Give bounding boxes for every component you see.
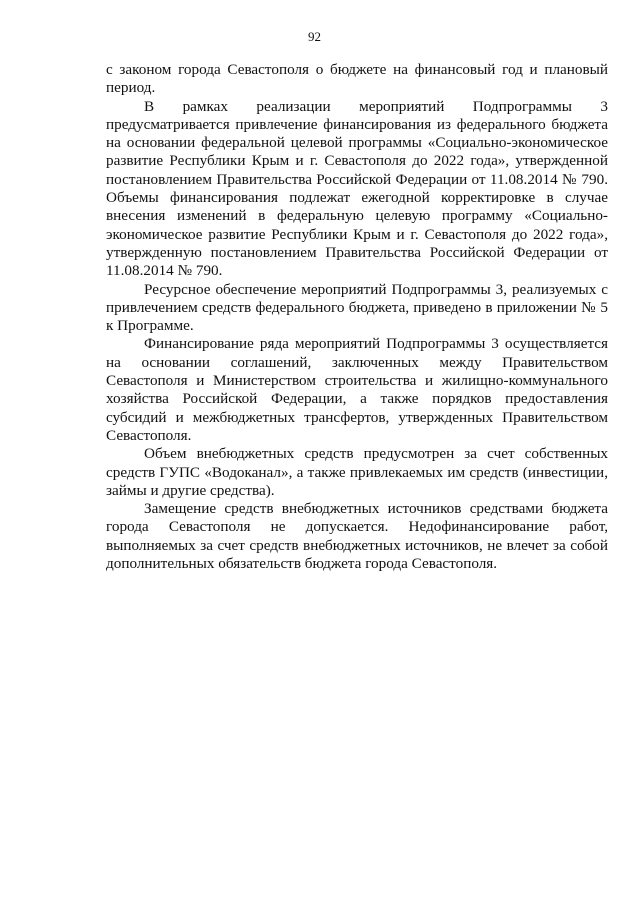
paragraph-continuation: с законом города Севастополя о бюджете на финансовый год и плановый период. — [106, 61, 608, 97]
paragraph-resource-support: Ресурсное обеспечение мероприятий Подпрограммы 3, реализуемых с привлечением средств федерального бюджета, приведено в приложении № 5 к Программе. — [106, 280, 608, 335]
paragraph-agreements: Финансирование ряда мероприятий Подпрограммы 3 осуществляется на основании соглашений, заключенных между Правительством Севастополя и Министерством строительства и жилищно-коммунального хозяйства Российской Федерации, а также порядков предоставления субсидий и межбюджетных трансфертов, утвержденных Правительством Севастополя. — [106, 335, 608, 444]
document-body — [106, 61, 608, 573]
paragraph-substitution: Замещение средств внебюджетных источников средствами бюджета города Севастополя не допускается. Недофинансирование работ, выполняемых за счет средств внебюджетных источников, не влечет за собой дополнительных обязательств бюджета города Севастополя. — [106, 500, 608, 573]
page-number: 92 — [308, 29, 321, 44]
paragraph-extrabudgetary: Объем внебюджетных средств предусмотрен за счет собственных средств ГУПС «Водоканал», а также привлекаемых им средств (инвестиции, займы и другие средства). — [106, 445, 608, 499]
paragraph-federal-funding: В рамках реализации мероприятий Подпрограммы 3 предусматривается привлечение финансирования из федерального бюджета на основании федеральной целевой программы «Социально-экономическое развитие Республики Крым и г. Севастополя до 2022 года», утвержденной постановлением Правительства Российской Федерации от 11.08.2014 № 790. Объемы финансирования подлежат ежегодной корректировке в случае внесения изменений в федеральную целевую программу «Социально-экономическое развитие Республики Крым и г. Севастополя до 2022 года», утвержденную постановлением Правительства Российской Федерации от 11.08.2014 № 790. — [106, 97, 608, 280]
